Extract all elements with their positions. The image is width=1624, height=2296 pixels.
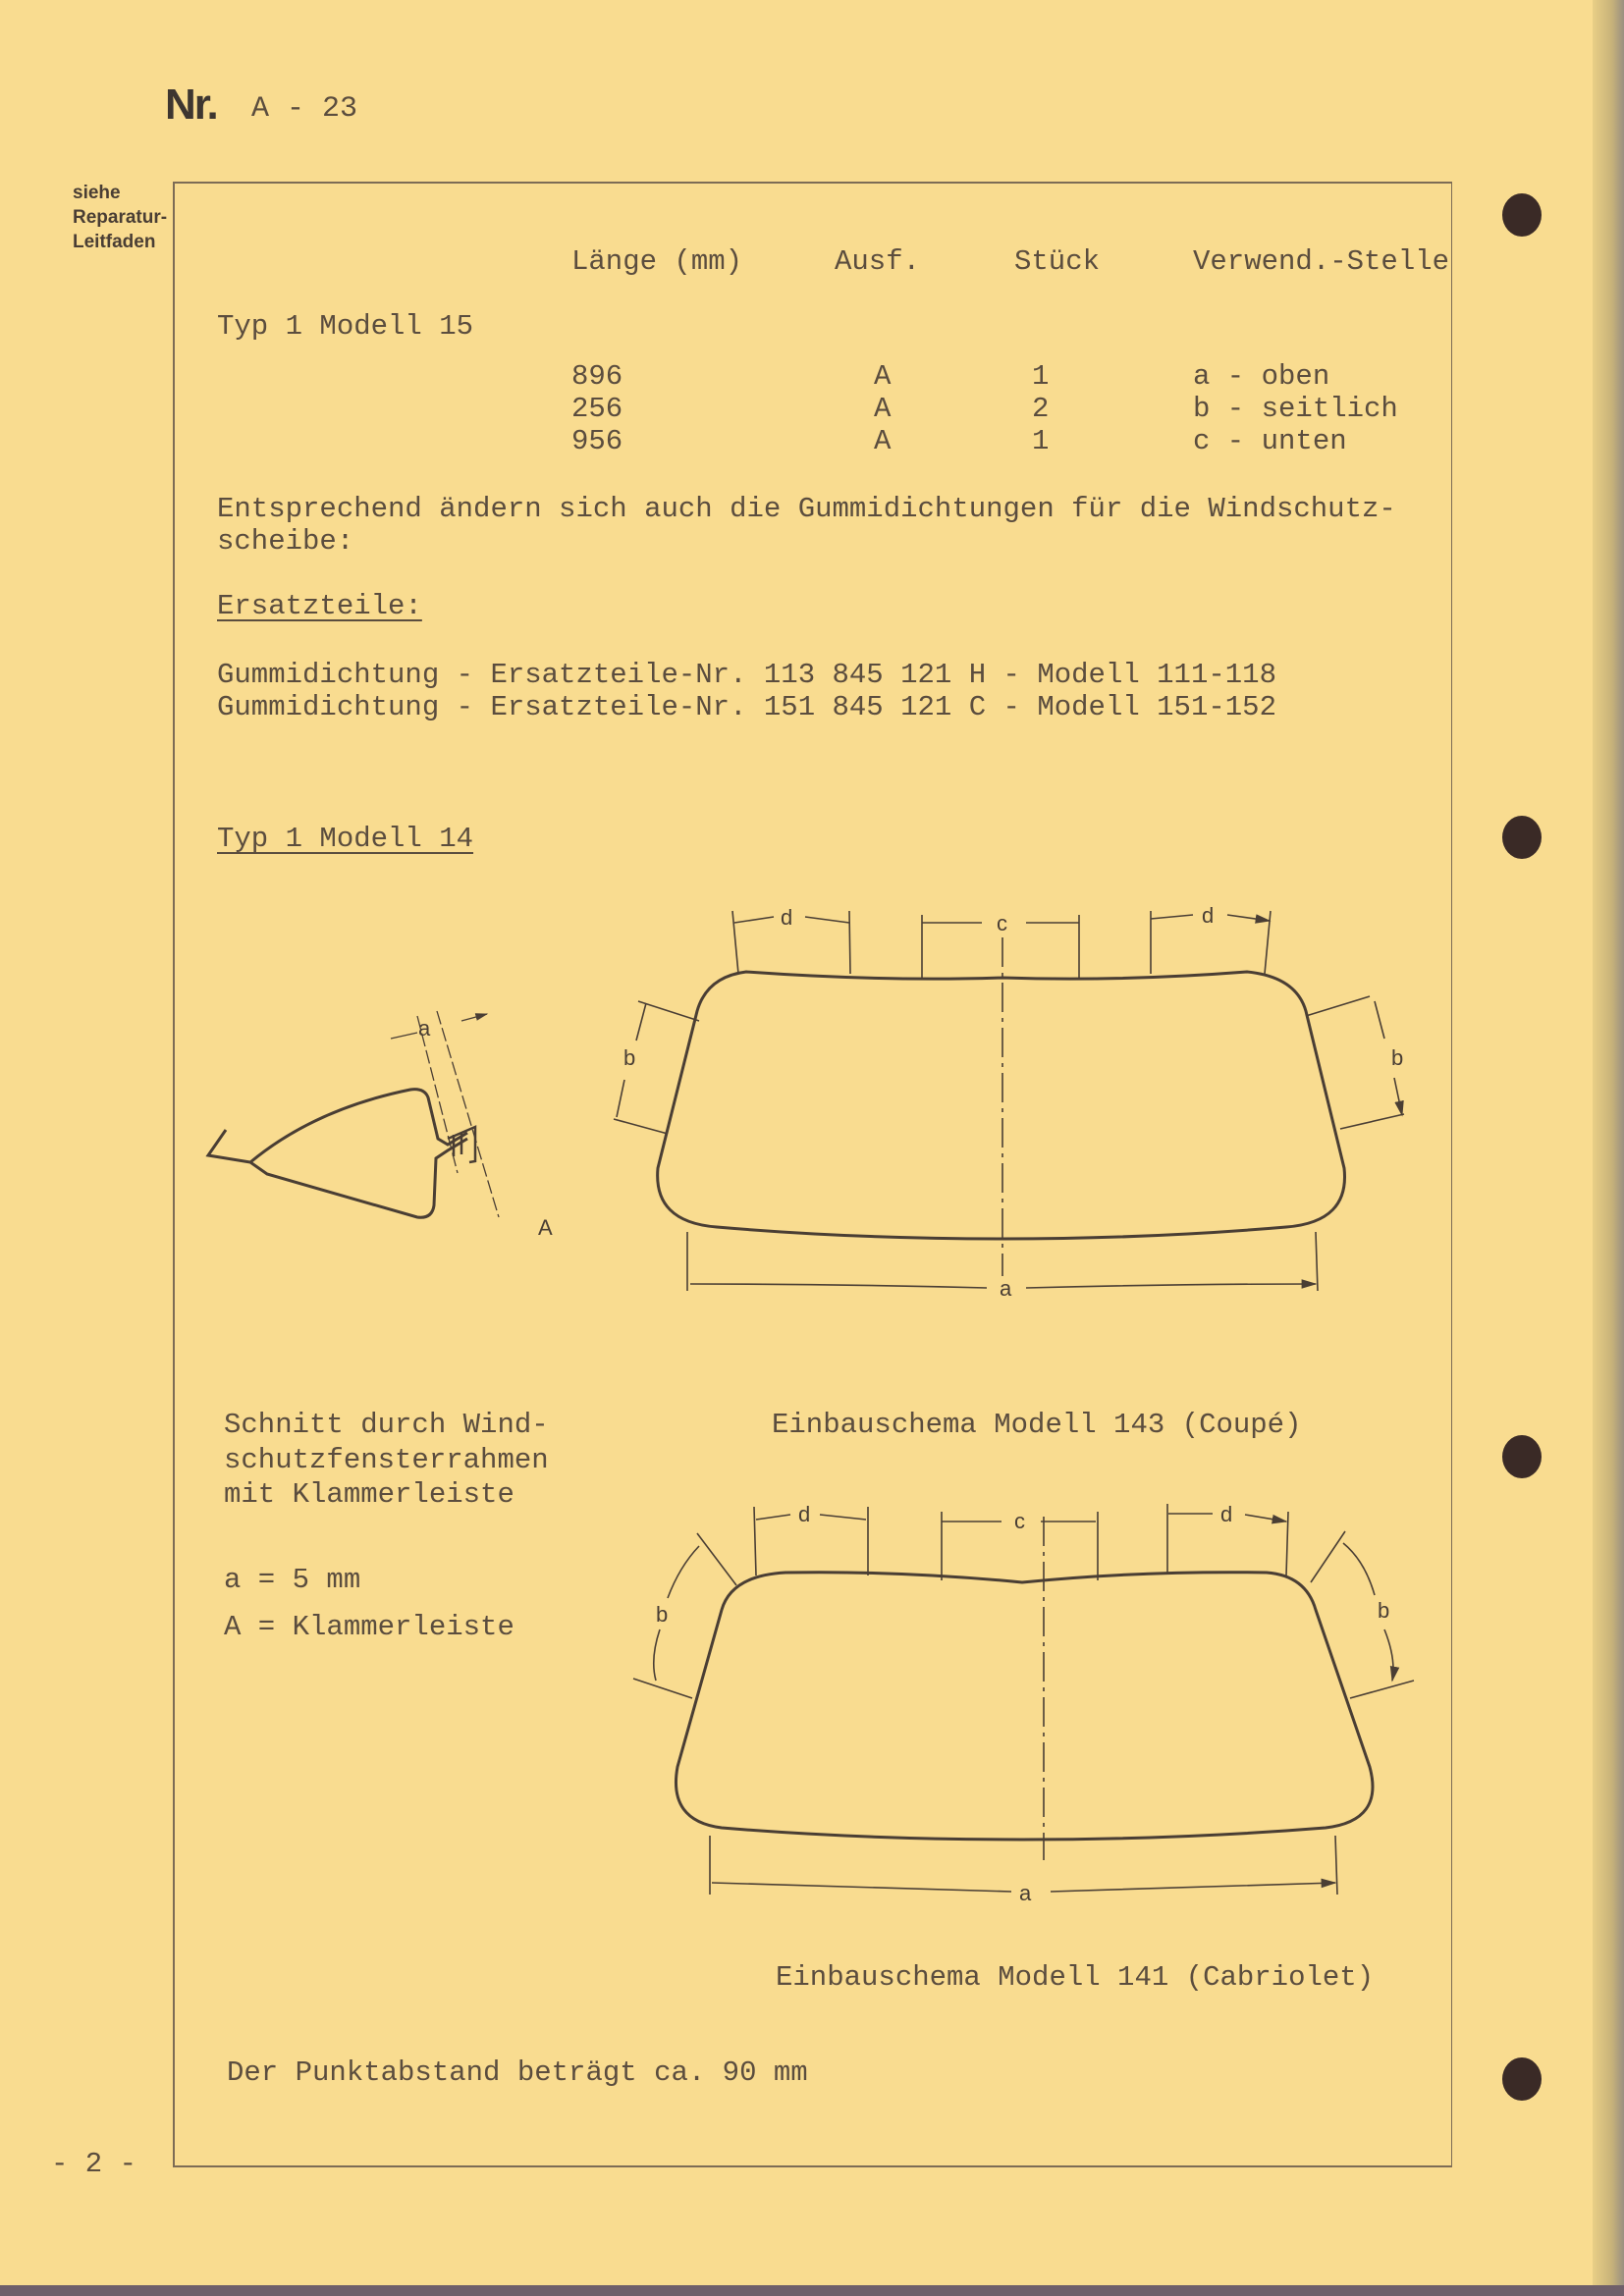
nr-label: Nr.: [165, 80, 217, 129]
note-A: A = Klammerleiste: [224, 1611, 514, 1643]
col-header-stueck: Stück: [1014, 245, 1101, 278]
coupe-dim-d-right: d: [1202, 903, 1215, 928]
parts-heading: Ersatzteile:: [217, 590, 422, 622]
cell-ausf: A: [874, 360, 892, 393]
cell-laenge: 956: [571, 425, 623, 457]
footer-note: Der Punktabstand beträgt ca. 90 mm: [227, 2056, 808, 2089]
side-note-line: Leitfaden: [73, 232, 156, 252]
parts-line: Gummidichtung - Ersatzteile-Nr. 113 845 121 H - Modell 111-118: [217, 659, 1276, 691]
cabrio-dim-d-left: d: [798, 1502, 811, 1526]
document-number: A - 23: [251, 92, 358, 126]
cabrio-windshield-diagram: [633, 1504, 1414, 1895]
coupe-dim-a: a: [1000, 1276, 1012, 1301]
cell-laenge: 256: [571, 393, 623, 425]
cell-stueck: 1: [1032, 360, 1050, 393]
cabrio-dim-b-right: b: [1378, 1598, 1390, 1623]
parts-line: Gummidichtung - Ersatzteile-Nr. 151 845 121 C - Modell 151-152: [217, 691, 1276, 723]
cabrio-dim-b-left: b: [656, 1602, 669, 1627]
cell-laenge: 896: [571, 360, 623, 393]
coupe-caption: Einbauschema Modell 143 (Coupé): [772, 1409, 1302, 1441]
section-heading: Typ 1 Modell 14: [217, 823, 474, 855]
note-a: a = 5 mm: [224, 1564, 361, 1596]
cabrio-dim-c: c: [1014, 1509, 1025, 1533]
section-caption-line: Schnitt durch Wind-: [224, 1409, 549, 1441]
col-header-laenge: Länge (mm): [571, 245, 743, 278]
cell-ausf: A: [874, 393, 892, 425]
col-header-stelle: Verwend.-Stelle: [1193, 245, 1450, 278]
page-number: - 2 -: [51, 2148, 137, 2180]
table-group-label: Typ 1 Modell 15: [217, 310, 474, 343]
side-note-line: siehe: [73, 183, 121, 203]
cell-stueck: 1: [1032, 425, 1050, 457]
cell-stueck: 2: [1032, 393, 1050, 425]
cabrio-dim-a: a: [1019, 1881, 1032, 1905]
section-caption-line: mit Klammerleiste: [224, 1478, 514, 1511]
cell-stelle: b - seitlich: [1193, 393, 1398, 425]
cell-stelle: c - unten: [1193, 425, 1347, 457]
coupe-windshield-diagram: [614, 911, 1404, 1291]
section-label-A: A: [538, 1215, 553, 1240]
cabrio-dim-d-right: d: [1220, 1502, 1233, 1526]
cabrio-caption: Einbauschema Modell 141 (Cabriolet): [776, 1961, 1375, 1994]
coupe-dim-b-left: b: [623, 1045, 636, 1070]
section-caption-line: schutzfensterrahmen: [224, 1444, 549, 1476]
coupe-dim-d-left: d: [781, 905, 793, 930]
cell-stelle: a - oben: [1193, 360, 1330, 393]
col-header-ausf: Ausf.: [835, 245, 921, 278]
cell-ausf: A: [874, 425, 892, 457]
paragraph-line: Entsprechend ändern sich auch die Gummidichtungen für die Windschutz-: [217, 493, 1396, 525]
section-dim-a-label: a: [418, 1016, 431, 1041]
side-note-line: Reparatur-: [73, 207, 168, 228]
coupe-dim-b-right: b: [1391, 1045, 1404, 1070]
paragraph-line: scheibe:: [217, 525, 354, 558]
frame-section-drawing: [208, 1011, 499, 1217]
coupe-dim-c: c: [997, 911, 1007, 935]
